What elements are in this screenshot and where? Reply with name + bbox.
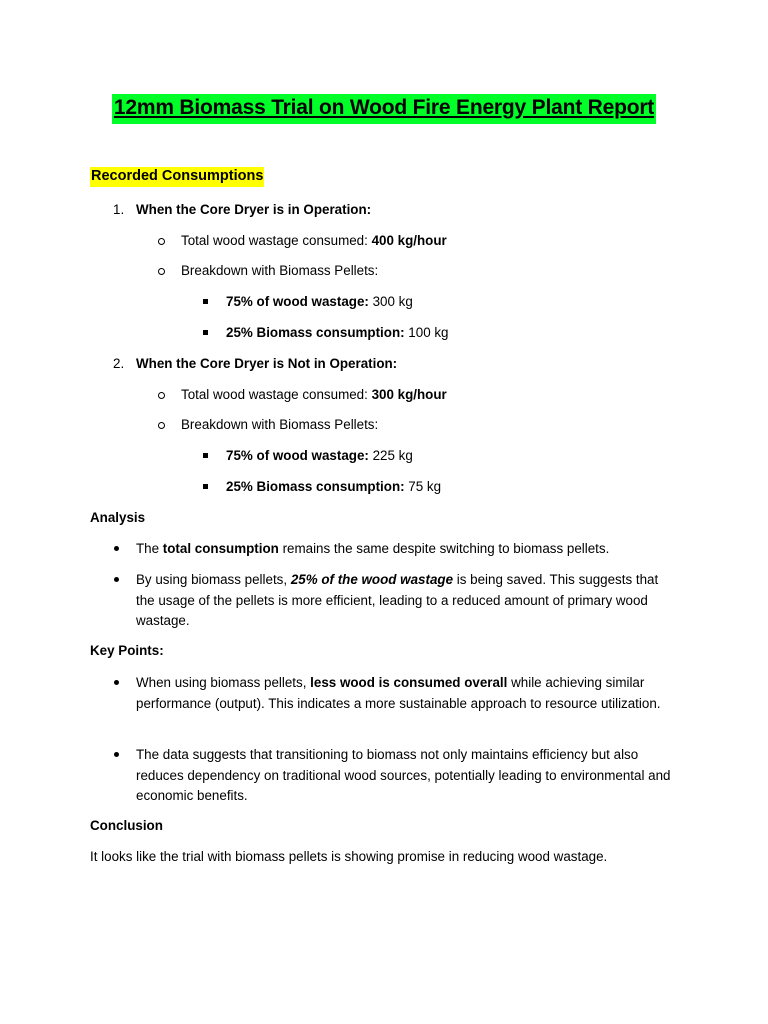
square-bullet-icon — [203, 330, 208, 335]
square-bullet-icon — [203, 484, 208, 489]
key-point-2: The data suggests that transitioning to biomass not only maintains efficiency but also reduces dependency on traditional wood sources, potentially leading to environmental and economic benefits. — [136, 747, 671, 804]
bullet-icon — [114, 752, 119, 757]
list-number-1: 1. — [113, 202, 125, 217]
conclusion-heading: Conclusion — [90, 818, 163, 833]
analysis-point-1: The total consumption remains the same despite switching to biomass pellets. — [136, 541, 610, 556]
document-title: 12mm Biomass Trial on Wood Fire Energy Plant Report — [112, 94, 656, 124]
analysis-heading: Analysis — [90, 510, 146, 525]
item-2-biomass: 25% Biomass consumption: 75 kg — [226, 479, 442, 494]
item-2-breakdown: Breakdown with Biomass Pellets: — [181, 417, 379, 432]
circle-bullet-icon — [158, 268, 165, 275]
key-points-heading: Key Points: — [90, 643, 164, 658]
item-1-biomass: 25% Biomass consumption: 100 kg — [226, 325, 449, 340]
bullet-icon — [114, 577, 119, 582]
item-2-wood: 75% of wood wastage: 225 kg — [226, 448, 413, 463]
item-1-total: Total wood wastage consumed: 400 kg/hour — [181, 233, 447, 248]
bullet-icon — [114, 546, 119, 551]
circle-bullet-icon — [158, 422, 165, 429]
circle-bullet-icon — [158, 238, 165, 245]
item-1-breakdown: Breakdown with Biomass Pellets: — [181, 263, 379, 278]
item-1-label: When the Core Dryer is in Operation: — [136, 202, 372, 217]
item-2-label: When the Core Dryer is Not in Operation: — [136, 356, 398, 371]
bullet-icon — [114, 680, 119, 685]
square-bullet-icon — [203, 453, 208, 458]
analysis-point-2: By using biomass pellets, 25% of the wood wastage is being saved. This suggests that the usage of the pellets is more efficient, leading to a reduced amount of primary wood wastage. — [136, 572, 659, 629]
recorded-consumptions-heading: Recorded Consumptions — [90, 167, 264, 187]
conclusion-text: It looks like the trial with biomass pellets is showing promise in reducing wood wastage. — [90, 849, 608, 864]
circle-bullet-icon — [158, 392, 165, 399]
item-1-wood: 75% of wood wastage: 300 kg — [226, 294, 413, 309]
document-title-wrap — [0, 94, 768, 124]
key-point-1: When using biomass pellets, less wood is consumed overall while achieving similar performance (output). This indicates a more sustainable approach to resource utilization. — [136, 675, 661, 711]
item-2-total: Total wood wastage consumed: 300 kg/hour — [181, 387, 447, 402]
list-number-2: 2. — [113, 356, 125, 371]
square-bullet-icon — [203, 299, 208, 304]
